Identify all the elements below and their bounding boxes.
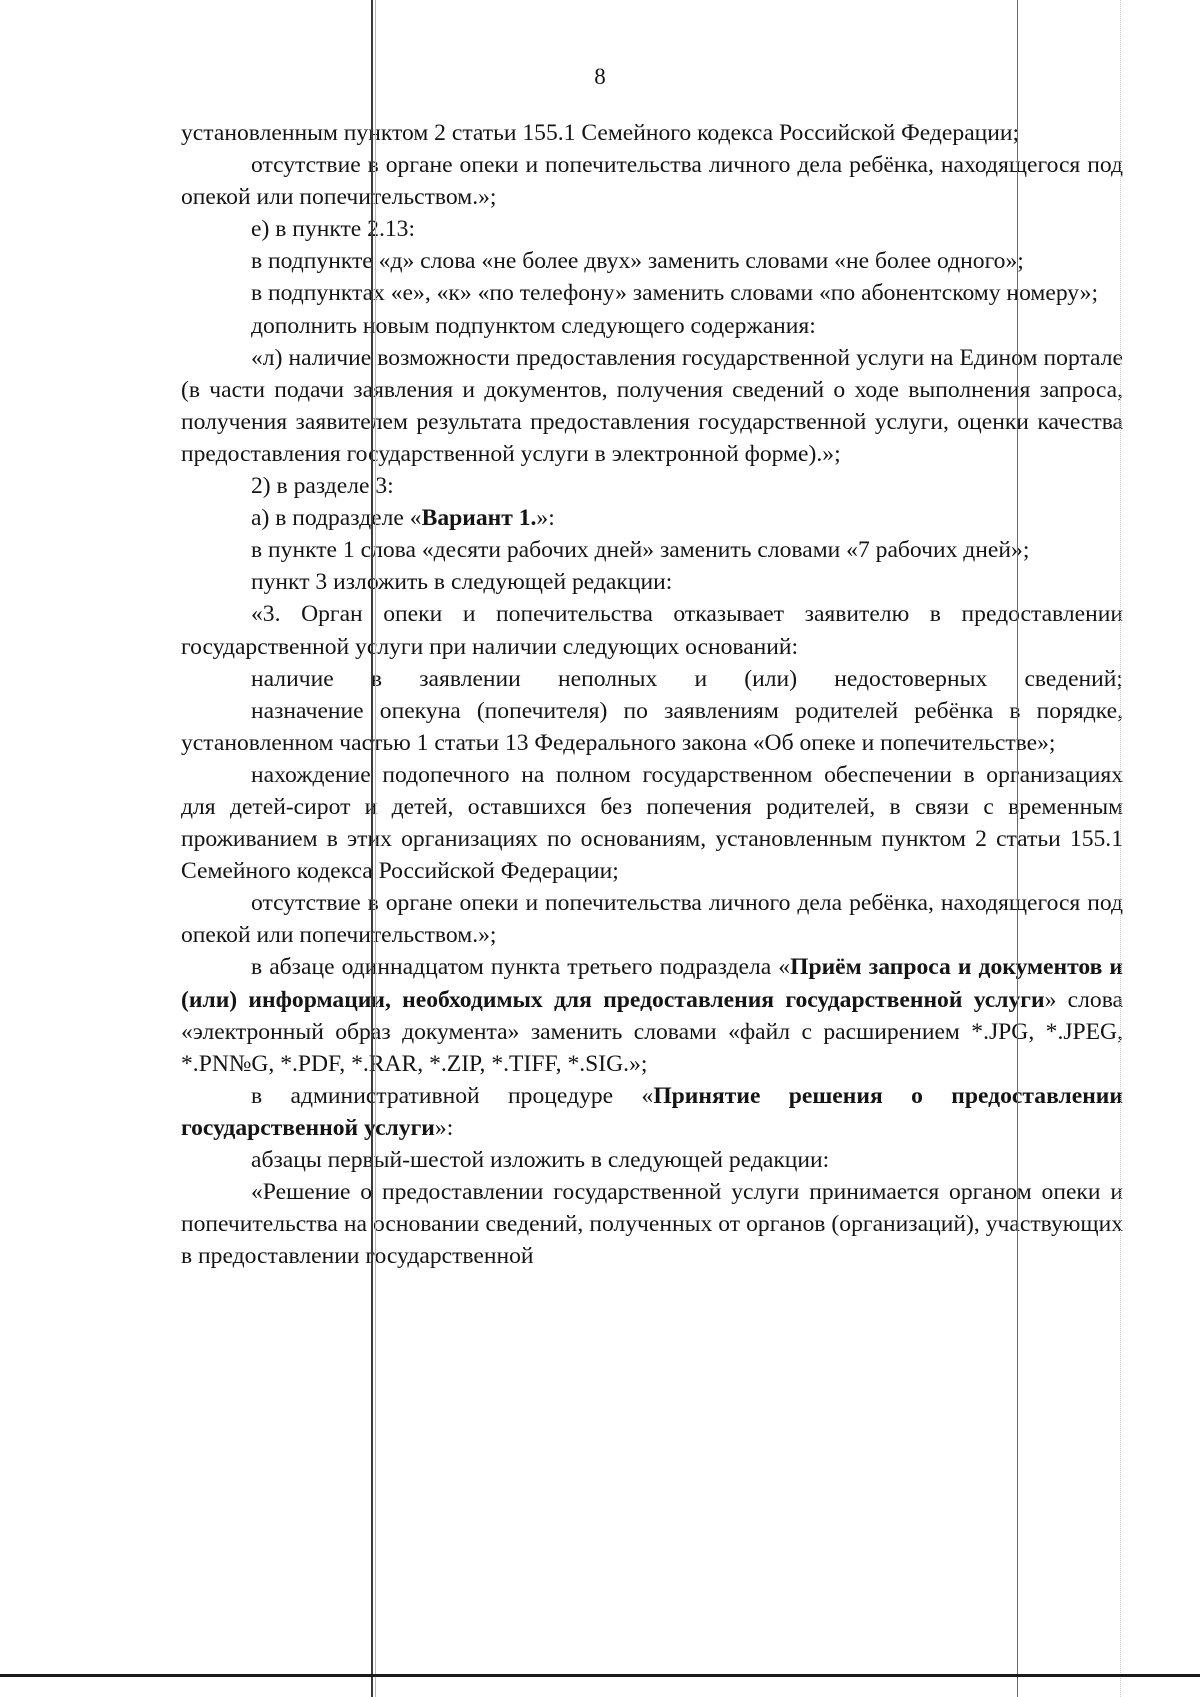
text-segment: назначение опекуна (попечителя) по заявлениям родителей ребёнка в порядке, установленном частью 1 статьи 13 Федерального закона «Об опеке и попечительстве»; <box>181 697 1123 756</box>
paragraph <box>181 117 1123 149</box>
paragraph <box>181 1144 1123 1176</box>
paragraph <box>181 951 1123 1079</box>
scan-line-far-right <box>1120 0 1121 1697</box>
paragraph <box>181 759 1123 887</box>
text-segment: отсутствие в органе опеки и попечительства личного дела ребёнка, находящегося под опекой или попечительством.»; <box>181 890 1123 949</box>
paragraph <box>181 502 1123 534</box>
paragraph <box>181 566 1123 598</box>
text-segment: 2) в разделе 3: <box>251 473 394 500</box>
text-segment: установленным пунктом 2 статьи 155.1 Семейного кодекса Российской Федерации; <box>181 120 1020 146</box>
paragraph <box>181 534 1123 566</box>
text-segment: наличие в заявлении неполных и (или) недостоверных сведений; <box>251 665 1123 692</box>
text-segment: в подпунктах «е», «к» «по телефону» заменить словами «по абонентскому номеру»; <box>251 280 1099 307</box>
paragraph <box>181 1176 1123 1272</box>
text-segment: в административной процедуре « <box>251 1082 654 1109</box>
text-segment: «Решение о предоставлении государственной услуги принимается органом опеки и попечительства на основании сведений, полученных от органов (организаций), участвующих в предоставлении государственной <box>181 1179 1123 1270</box>
text-segment: » слова «электронный образ документа» заменить словами «файл с расширением *.JPG, *.JPEG, *.PN№G, *.PDF, *.RAR, *.ZIP, *.TIFF, *.SIG.»; <box>181 986 1124 1077</box>
paragraph <box>181 310 1123 342</box>
text-segment: »: <box>536 505 555 532</box>
scan-line-right <box>1017 0 1018 1697</box>
paragraph <box>181 149 1123 213</box>
text-segment: в пункте 1 слова «десяти рабочих дней» заменить словами «7 рабочих дней»; <box>251 537 1030 564</box>
bold-text-segment: Принятие решения о предоставлении государственной услуги <box>181 1082 1123 1141</box>
text-segment: а) в подразделе « <box>251 505 422 532</box>
text-segment: в подпункте «д» слова «не более двух» заменить словами «не более одного»; <box>251 248 1024 275</box>
text-segment: е) в пункте 2.13: <box>251 216 415 243</box>
text-segment: «3. Орган опеки и попечительства отказывает заявителю в предоставлении государственной услуги при наличии следующих оснований: <box>181 601 1123 660</box>
text-segment: «л) наличие возможности предоставления государственной услуги на Едином портале (в части подачи заявления и документов, получения сведений о ходе выполнения запроса, получения заявителем результата предоставления государственной услуги, оценки качества предоставления государственной услуги в электронной форме).»; <box>181 344 1123 467</box>
scan-line-left <box>371 0 373 1697</box>
text-segment: »: <box>434 1114 454 1141</box>
text-segment: нахождение подопечного на полном государственном обеспечении в организациях для детей-сирот и детей, оставшихся без попечения родителей, в связи с временным проживанием в этих организациях по основаниям, установленным пунктом 2 статьи 155.1 Семейного кодекса Российской Федерации; <box>181 761 1123 885</box>
paragraph <box>181 663 1123 695</box>
paragraph <box>181 277 1123 309</box>
paragraph <box>181 887 1123 951</box>
paragraph <box>181 245 1123 277</box>
text-segment: пункт 3 изложить в следующей редакции: <box>251 569 673 596</box>
paragraph <box>181 695 1123 759</box>
text-segment: в абзаце одиннадцатом пункта третьего подраздела « <box>251 954 791 981</box>
paragraph <box>181 342 1123 470</box>
scan-line-left-faint <box>375 0 376 1697</box>
paragraph <box>181 470 1123 502</box>
bold-text-segment: Приём запроса и документов и (или) информации, необходимых для предоставления государственной услуги <box>181 954 1123 1013</box>
bold-text-segment: Вариант 1. <box>421 505 537 532</box>
paragraph <box>181 1080 1123 1144</box>
text-segment: абзацы первый-шестой изложить в следующей редакции: <box>251 1147 830 1173</box>
text-segment: отсутствие в органе опеки и попечительства личного дела ребёнка, находящегося под опекой или попечительством.»; <box>181 152 1123 211</box>
document-body <box>181 117 1123 1272</box>
paragraph <box>181 598 1123 662</box>
page-number: 8 <box>594 64 606 89</box>
scan-bottom-edge <box>0 1674 1200 1677</box>
paragraph <box>181 213 1123 245</box>
text-segment: дополнить новым подпунктом следующего содержания: <box>251 312 816 339</box>
